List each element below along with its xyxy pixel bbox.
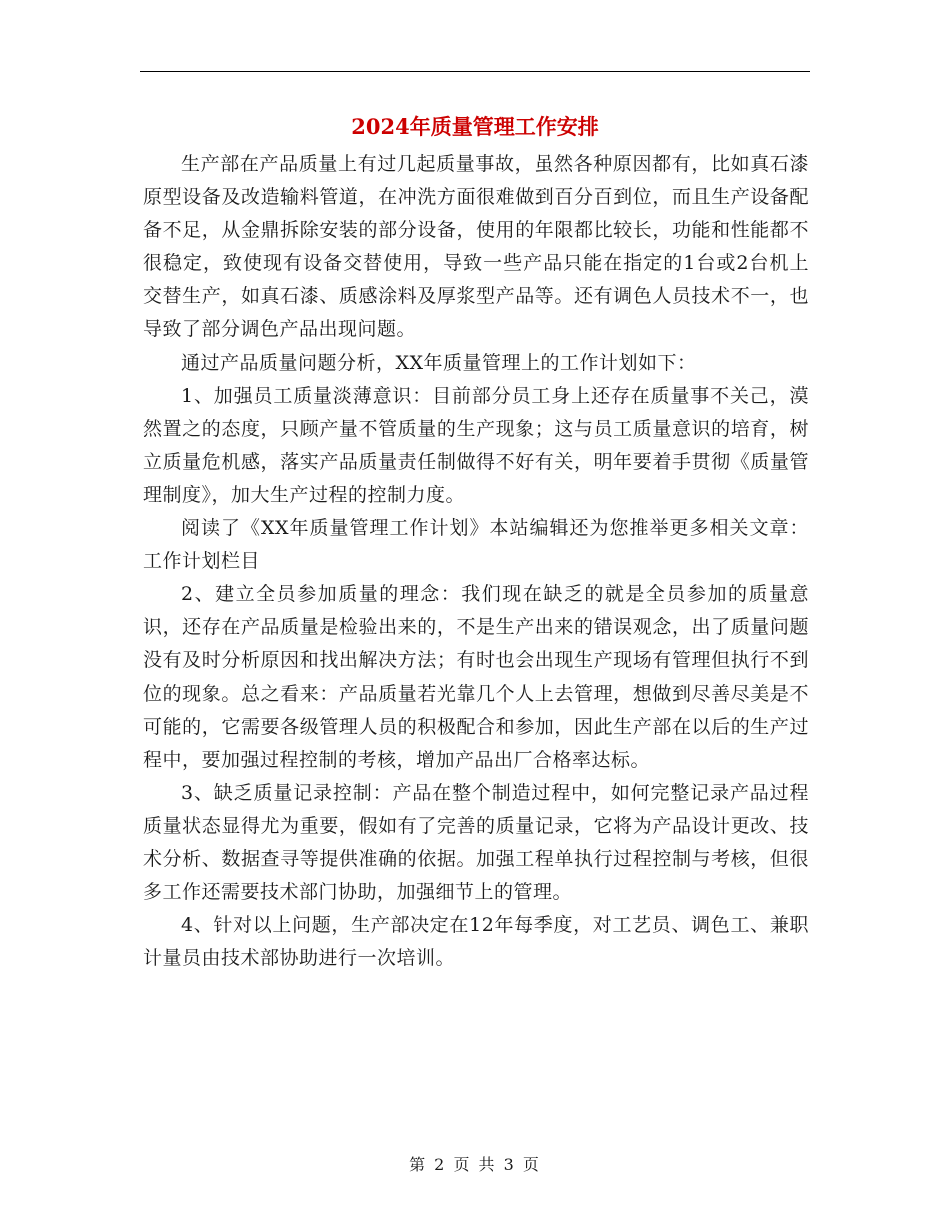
header-rule — [140, 71, 810, 72]
paragraph-item-3: 3、缺乏质量记录控制：产品在整个制造过程中，如何完整记录产品过程质量状态显得尤为重要，假如有了完善的质量记录，它将为产品设计更改、技术分析、数据查寻等提供准确的依据。加强工程单执行过程控制与考核，但很多工作还需要技术部门协助，加强细节上的管理。 — [143, 781, 809, 904]
document-body — [143, 148, 809, 975]
paragraph-intro: 生产部在产品质量上有过几起质量事故，虽然各种原因都有，比如真石漆原型设备及改造输料管道，在冲洗方面很难做到百分百到位，而且生产设备配备不足，从金鼎拆除安装的部分设备，使用的年限都比较长，功能和性能都不很稳定，致使现有设备交替使用，导致一些产品只能在指定的1台或2台机上交替生产，如真石漆、质感涂料及厚浆型产品等。还有调色人员技术不一，也导致了部分调色产品出现问题。 — [143, 153, 809, 341]
paragraph-recommendation: 阅读了《XX年质量管理工作计划》本站编辑还为您推举更多相关文章：工作计划栏目 — [143, 517, 809, 573]
paragraph-plan-lead: 通过产品质量问题分析，XX年质量管理上的工作计划如下： — [181, 351, 697, 374]
paragraph-item-4: 4、针对以上问题，生产部决定在12年每季度，对工艺员、调色工、兼职计量员由技术部协助进行一次培训。 — [143, 914, 809, 970]
document-title: 2024年质量管理工作安排 — [351, 114, 599, 139]
paragraph-item-1: 1、加强员工质量淡薄意识：目前部分员工身上还存在质量事不关己，漠然置之的态度，只顾产量不管质量的生产现象；这与员工质量意识的培育，树立质量危机感，落实产品质量责任制做得不好有关，明年要着手贯彻《质量管理制度》，加大生产过程的控制力度。 — [143, 384, 809, 506]
paragraph-item-2: 2、建立全员参加质量的理念：我们现在缺乏的就是全员参加的质量意识，还存在产品质量是检验出来的，不是生产出来的错误观念，出了质量问题没有及时分析原因和找出解决方法；有时也会出现生产现场有管理但执行不到位的现象。总之看来：产品质量若光靠几个人上去管理，想做到尽善尽美是不可能的，它需要各级管理人员的积极配合和参加，因此生产部在以后的生产过程中，要加强过程控制的考核，增加产品出厂合格率达标。 — [143, 583, 809, 771]
page-number: 第 2 页 共 3 页 — [409, 1155, 541, 1174]
